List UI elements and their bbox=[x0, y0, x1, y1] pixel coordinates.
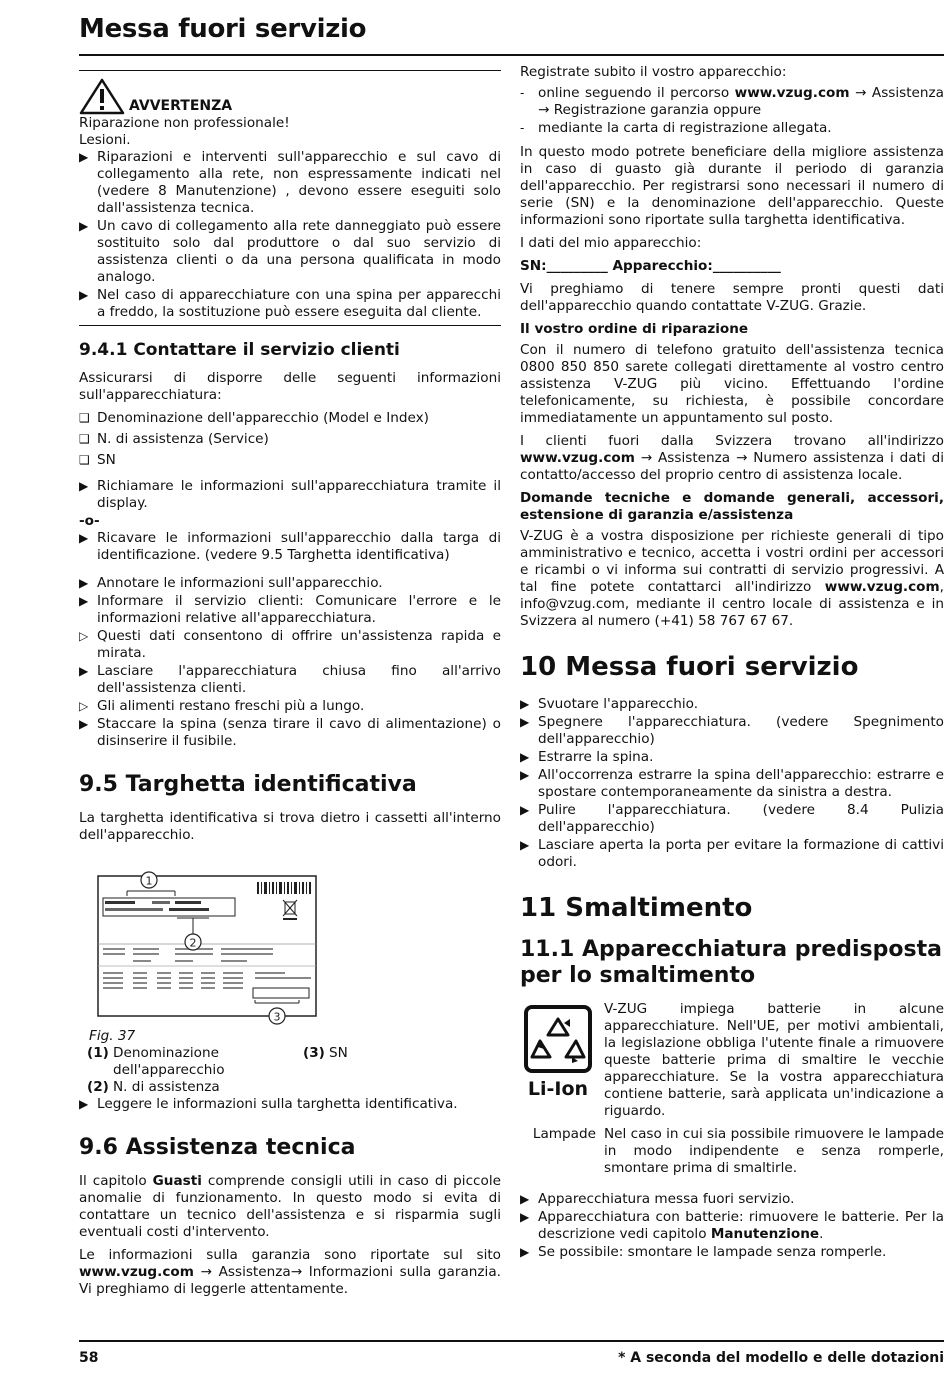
my-data-label: I dati del mio apparecchio: bbox=[520, 235, 702, 251]
checklist-item: ❑ Denominazione dell'apparecchio (Model e Index) bbox=[79, 410, 429, 426]
lamps-row bbox=[520, 1126, 944, 1177]
repair-order-text: Con il numero di telefono gratuito dell'assistenza tecnica 0800 850 850 sarete collegati direttamente al vostro centro assistenza V-ZUG più vicino. Effettuando l'ordine telefonicamente, su richiesta, è possibile concordare immediatamente un appuntamento sul posto. bbox=[520, 342, 944, 426]
triangle-bullet-icon: ▶ bbox=[520, 750, 530, 764]
triangle-bullet-icon: ▶ bbox=[79, 531, 89, 545]
triangle-bullet-icon: ▶ bbox=[520, 768, 530, 782]
keep-data-text: Vi preghiamo di tenere sempre pronti questi dati dell'apparecchio quando contattate V-ZUG. Grazie. bbox=[520, 281, 944, 314]
section-11-1-heading: 11.1 Apparecchiatura predisposta per lo smaltimento bbox=[520, 937, 942, 988]
triangle-bullet-icon: ▶ bbox=[79, 1097, 89, 1111]
registration-item: - online seguendo il percorso www.vzug.com → Assistenza → Registrazione garanzia oppure bbox=[520, 85, 944, 118]
result-arrow-icon: ▷ bbox=[79, 699, 89, 713]
warning-triangle-icon bbox=[79, 77, 125, 115]
vzug-link[interactable]: www.vzug.com bbox=[734, 85, 850, 101]
warning-box bbox=[79, 77, 501, 321]
step-item: ▶ Se possibile: smontare le lampade senza romperle. bbox=[520, 1244, 887, 1260]
step-item: ▶ Apparecchiatura con batterie: rimuovere le batterie. Per la descrizione vedi capitolo Manutenzione. bbox=[520, 1209, 944, 1242]
footer-rule bbox=[79, 1340, 944, 1342]
step-item: ▶ Staccare la spina (senza tirare il cavo di alimentazione) o disinserire il fusibile. bbox=[79, 716, 501, 749]
triangle-bullet-icon: ▶ bbox=[79, 664, 89, 678]
triangle-bullet-icon: ▶ bbox=[79, 479, 89, 493]
step-item: ▷ Gli alimenti restano freschi più a lungo. bbox=[79, 698, 365, 714]
serial-number-line: SN:_________ Apparecchio:__________ bbox=[520, 258, 781, 274]
section-11-heading: 11 Smaltimento bbox=[520, 893, 753, 923]
triangle-bullet-icon: ▶ bbox=[520, 715, 530, 729]
checklist-item: ❑ SN bbox=[79, 452, 116, 468]
repair-order-heading: Il vostro ordine di riparazione bbox=[520, 321, 749, 337]
header-rule bbox=[79, 54, 944, 56]
section-9-5-heading: 9.5 Targhetta identificativa bbox=[79, 772, 417, 797]
step-item: ▶ Annotare le informazioni sull'apparecchio. bbox=[79, 575, 383, 591]
or-separator: -o- bbox=[79, 513, 100, 529]
warning-item: ▶ Nel caso di apparecchiature con una spina per apparecchi a freddo, la sostituzione può essere eseguita dal cliente. bbox=[79, 287, 501, 320]
section-9-4-1-heading: 9.4.1 Contattare il servizio clienti bbox=[79, 340, 400, 360]
checklist-item: ❑ N. di assistenza (Service) bbox=[79, 431, 269, 447]
checkbox-icon: ❑ bbox=[79, 411, 90, 425]
triangle-bullet-icon: ▶ bbox=[520, 1245, 530, 1259]
warning-top-rule bbox=[79, 70, 501, 71]
registration-intro: Registrate subito il vostro apparecchio: bbox=[520, 64, 787, 80]
figure-caption: Fig. 37 bbox=[89, 1028, 136, 1044]
footer-note: * A seconda del modello e delle dotazioni bbox=[618, 1350, 944, 1366]
triangle-bullet-icon: ▶ bbox=[79, 219, 89, 233]
triangle-bullet-icon: ▶ bbox=[79, 717, 89, 731]
svg-text:2: 2 bbox=[189, 936, 197, 950]
step-item: ▷ Questi dati consentono di offrire un'assistenza rapida e mirata. bbox=[79, 628, 501, 661]
warning-item: ▶ Riparazioni e interventi sull'apparecchio e sul cavo di collegamento alla rete, non espressamente indicati nel (vedere 8 Manutenzione) , devono essere eseguiti solo dall'assistenza tecnica. bbox=[79, 149, 501, 216]
page-title: Messa fuori servizio bbox=[79, 14, 367, 44]
section-9-4-1-steps bbox=[79, 575, 501, 750]
triangle-bullet-icon: ▶ bbox=[79, 576, 89, 590]
step-item: ▶ Leggere le informazioni sulla targhetta identificativa. bbox=[79, 1096, 458, 1112]
checkbox-icon: ❑ bbox=[79, 432, 90, 446]
triangle-bullet-icon: ▶ bbox=[79, 288, 89, 302]
rating-plate-illustration bbox=[97, 864, 319, 1026]
warning-item: ▶ Un cavo di collegamento alla rete danneggiato può essere sostituito solo dal produttore o dal suo servizio di assistenza clienti o da una persona qualificata in modo analogo. bbox=[79, 218, 501, 285]
step-item: ▶ Spegnere l'apparecchiatura. (vedere Spegnimento dell'apparecchio) bbox=[520, 714, 944, 747]
benefit-text: In questo modo potrete beneficiare della migliore assistenza in caso di guasto già durante il periodo di garanzia dell'apparecchio. Per registrarsi sono necessari il numero di serie (SN) e la denominazione dell'apparecchio. Queste informazioni sono riportate sulla targhetta identificativa. bbox=[520, 144, 944, 228]
step-item: ▶ Richiamare le informazioni sull'apparecchiatura tramite il display. bbox=[79, 478, 501, 511]
section-10-steps bbox=[520, 696, 944, 871]
svg-text:Li-Ion: Li-Ion bbox=[527, 1078, 589, 1100]
triangle-bullet-icon: ▶ bbox=[520, 838, 530, 852]
figure-legend: (1) Denominazione dell'apparecchio (3) SN (2) N. di assistenza bbox=[87, 1045, 348, 1095]
vzug-link[interactable]: www.vzug.com bbox=[520, 450, 635, 466]
battery-disposal-block bbox=[520, 1001, 944, 1120]
result-arrow-icon: ▷ bbox=[79, 629, 89, 643]
step-item: ▶ Apparecchiatura messa fuori servizio. bbox=[520, 1191, 795, 1207]
checkbox-icon: ❑ bbox=[79, 453, 90, 467]
warning-label: AVVERTENZA bbox=[129, 98, 233, 114]
battery-text: V-ZUG impiega batterie in alcune apparecchiature. Nell'UE, per motivi ambientali, la legislazione obbliga l'utente finale a rimuovere queste batterie prima di smaltire le vecchie apparecchiature. Se la vostra apparecchiatura contiene batterie, sarà applicata un'indicazione a riguardo. bbox=[604, 1001, 944, 1119]
step-item: ▶ Estrarre la spina. bbox=[520, 749, 654, 765]
lamps-label: Lampade bbox=[532, 1126, 596, 1142]
technical-questions-text: V-ZUG è a vostra disposizione per richieste generali di tipo amministrativo e tecnico, accetta i vostri ordini per accessori e ricambi o vi informa sui contratti di servizio progressivi. A tal fine potete contattarci all'indirizzo www.vzug.com, info@vzug.com, mediante il centro locale di assistenza e in Svizzera al numero (+41) 58 767 67 67. bbox=[520, 528, 944, 629]
left-column bbox=[79, 64, 501, 1304]
rating-plate-figure bbox=[97, 864, 317, 1024]
warning-line-2: Lesioni. bbox=[79, 132, 131, 148]
step-item: ▶ Pulire l'apparecchiatura. (vedere 8.4 Pulizia dell'apparecchio) bbox=[520, 802, 944, 835]
triangle-bullet-icon: ▶ bbox=[79, 150, 89, 164]
step-item: ▶ Lasciare aperta la porta per evitare la formazione di cattivi odori. bbox=[520, 837, 944, 870]
triangle-bullet-icon: ▶ bbox=[79, 594, 89, 608]
step-item: ▶ Svuotare l'apparecchio. bbox=[520, 696, 699, 712]
triangle-bullet-icon: ▶ bbox=[520, 697, 530, 711]
warning-bottom-rule bbox=[79, 325, 501, 326]
section-9-5-text: La targhetta identificativa si trova dietro i cassetti all'interno dell'apparecchio. bbox=[79, 810, 501, 843]
right-column bbox=[520, 64, 944, 1262]
section-9-4-1-intro: Assicurarsi di disporre delle seguenti informazioni sull'apparecchiatura: bbox=[79, 370, 501, 403]
step-item: ▶ Ricavare le informazioni sull'apparecchio dalla targa di identificazione. (vedere 9.5 Targhetta identificativa) bbox=[79, 530, 501, 563]
section-10-heading: 10 Messa fuori servizio bbox=[520, 652, 859, 682]
lamps-text: Nel caso in cui sia possibile rimuovere le lampade in modo indipendente e senza romperle, smontare prima di smaltirle. bbox=[604, 1126, 945, 1176]
section-9-6-heading: 9.6 Assistenza tecnica bbox=[79, 1135, 356, 1160]
triangle-bullet-icon: ▶ bbox=[520, 803, 530, 817]
step-item: ▶ Lasciare l'apparecchiatura chiusa fino all'arrivo dell'assistenza clienti. bbox=[79, 663, 501, 696]
step-item: ▶ Informare il servizio clienti: Comunicare l'errore e le informazioni relative all'apparecchiatura. bbox=[79, 593, 501, 626]
abroad-text: I clienti fuori dalla Svizzera trovano all'indirizzo www.vzug.com → Assistenza → Numero assistenza i dati di contatto/accesso del proprio centro di assistenza locale. bbox=[520, 433, 944, 483]
section-9-6-p1: Il capitolo Guasti comprende consigli utili in caso di piccole anomalie di funzionamento. In questo modo si evita di contattare un tecnico dell'assistenza e si risparmia sugli eventuali costi d'intervento. bbox=[79, 1173, 501, 1240]
warning-title bbox=[79, 77, 501, 115]
step-item: ▶ All'occorrenza estrarre la spina dell'apparecchio: estrarre e spostare contemporaneamente da sinistra a destra. bbox=[520, 767, 944, 800]
registration-item: - mediante la carta di registrazione allegata. bbox=[520, 120, 832, 136]
vzug-link[interactable]: www.vzug.com bbox=[824, 579, 940, 595]
page-number: 58 bbox=[79, 1350, 99, 1366]
section-9-6-p2: Le informazioni sulla garanzia sono riportate sul sito www.vzug.com → Assistenza→ Informazioni sulla garanzia. Vi preghiamo di leggerle attentamente. bbox=[79, 1247, 501, 1297]
triangle-bullet-icon: ▶ bbox=[520, 1210, 530, 1224]
recycling-li-ion-icon bbox=[520, 1005, 596, 1101]
warning-line-1: Riparazione non professionale! bbox=[79, 115, 290, 131]
triangle-bullet-icon: ▶ bbox=[520, 1192, 530, 1206]
technical-questions-heading: Domande tecniche e domande generali, accessori, estensione di garanzia e/assistenza bbox=[520, 490, 944, 523]
svg-text:3: 3 bbox=[273, 1010, 281, 1024]
vzug-link[interactable]: www.vzug.com bbox=[79, 1264, 194, 1280]
svg-text:1: 1 bbox=[145, 874, 153, 888]
